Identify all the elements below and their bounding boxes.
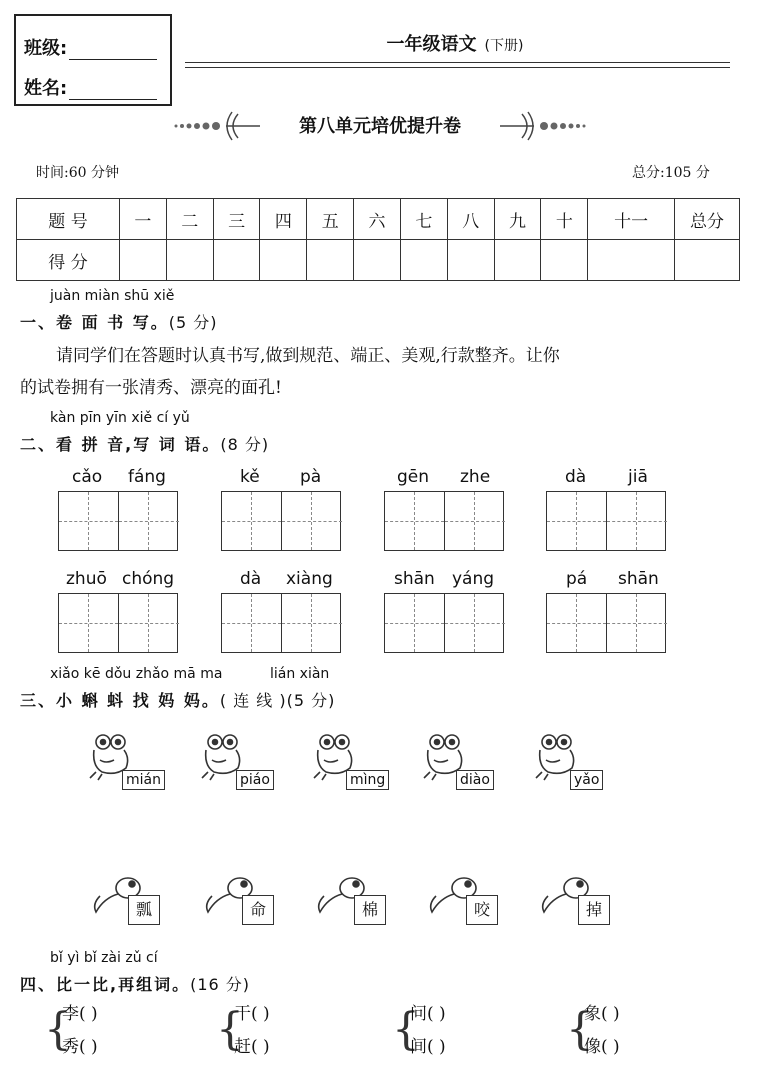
brace-icon: {	[566, 1004, 594, 1055]
tadpole-character-box[interactable]: 掉	[578, 895, 610, 925]
word-pinyin: shān	[618, 569, 659, 589]
header-rule-bottom	[185, 67, 730, 68]
score-header-cell: 四	[260, 199, 307, 240]
section2-pinyin: kàn pīn yīn xiě cí yǔ	[50, 410, 190, 426]
brace-icon: {	[44, 1004, 72, 1055]
word-pinyin: dà	[240, 569, 262, 589]
score-header-cell: 题 号	[17, 199, 120, 240]
frog-pinyin-tag[interactable]: piáo	[236, 770, 274, 790]
frog-pinyin-tag[interactable]: mìng	[346, 770, 389, 790]
score-header-cell: 三	[213, 199, 260, 240]
section1-title: 一、卷 面 书 写。(5 分)	[20, 313, 218, 332]
section4-title: 四、比一比,再组词。(16 分)	[20, 975, 251, 994]
section3-pinyin-lianxian: lián xiàn	[270, 666, 330, 682]
writing-grid[interactable]	[221, 491, 341, 551]
score-header-cell: 二	[166, 199, 213, 240]
score-header-cell: 总分	[675, 199, 740, 240]
writing-grid[interactable]	[546, 593, 666, 653]
compare-word[interactable]: 李( )	[62, 1004, 98, 1024]
score-header-cell: 一	[120, 199, 167, 240]
tadpole-character-box[interactable]: 咬	[466, 895, 498, 925]
time-limit: 时间:60 分钟	[36, 165, 119, 181]
section1-line2: 的试卷拥有一张清秀、漂亮的面孔!	[20, 378, 282, 398]
word-pinyin: kě	[240, 467, 260, 487]
writing-grid[interactable]	[221, 593, 341, 653]
class-name-box	[14, 14, 172, 106]
score-cell[interactable]	[494, 240, 541, 281]
writing-grid[interactable]	[58, 491, 178, 551]
section1-pinyin: juàn miàn shū xiě	[50, 288, 175, 304]
word-pinyin: chóng	[122, 569, 175, 589]
score-cell[interactable]	[307, 240, 354, 281]
class-field[interactable]: 班级:	[24, 34, 157, 60]
score-header-cell: 七	[400, 199, 447, 240]
word-pinyin: shān	[394, 569, 435, 589]
compare-word[interactable]: 赶( )	[234, 1037, 270, 1057]
score-cell[interactable]	[675, 240, 740, 281]
score-cell[interactable]	[260, 240, 307, 281]
word-pinyin: gēn	[397, 467, 430, 487]
score-cell[interactable]	[354, 240, 401, 281]
section1-line1: 请同学们在答题时认真书写,做到规范、端正、美观,行款整齐。让你	[56, 346, 560, 366]
tadpole-character-box[interactable]: 命	[242, 895, 274, 925]
score-cell[interactable]	[447, 240, 494, 281]
tadpole-character-box[interactable]: 棉	[354, 895, 386, 925]
score-table	[16, 198, 740, 281]
compare-word[interactable]: 象( )	[584, 1004, 620, 1024]
compare-word[interactable]: 干( )	[234, 1004, 270, 1024]
frog-pinyin-tag[interactable]: diào	[456, 770, 494, 790]
score-header-cell: 九	[494, 199, 541, 240]
section3-title: 三、小 蝌 蚪 找 妈 妈。( 连 线 )(5 分)	[20, 691, 336, 710]
compare-word[interactable]: 像( )	[584, 1037, 620, 1057]
word-pinyin: pà	[300, 467, 322, 487]
compare-word[interactable]: 秀( )	[62, 1037, 98, 1057]
score-header-cell: 六	[354, 199, 401, 240]
score-header-cell: 十	[541, 199, 588, 240]
word-pinyin: xiàng	[286, 569, 333, 589]
writing-grid[interactable]	[546, 491, 666, 551]
word-pinyin: jiā	[628, 467, 648, 487]
score-header-cell: 八	[447, 199, 494, 240]
class-blank[interactable]	[69, 41, 157, 60]
section3-pinyin: xiǎo kē dǒu zhǎo mā ma	[50, 666, 223, 682]
writing-grid[interactable]	[58, 593, 178, 653]
section2-title: 二、看 拼 音,写 词 语。(8 分)	[20, 435, 270, 454]
word-pinyin: dà	[565, 467, 587, 487]
section4-pinyin: bǐ yì bǐ zài zǔ cí	[50, 950, 158, 966]
score-cell[interactable]	[166, 240, 213, 281]
name-blank[interactable]	[69, 81, 157, 100]
score-header-row	[17, 199, 740, 240]
tadpole-character-box[interactable]: 瓢	[128, 895, 160, 925]
score-header-cell: 五	[307, 199, 354, 240]
score-entry-row	[17, 240, 740, 281]
score-row-label: 得 分	[17, 240, 120, 281]
grade-title: 一年级语文 (下册)	[386, 34, 524, 55]
brace-icon: {	[392, 1004, 420, 1055]
word-pinyin: pá	[566, 569, 588, 589]
word-pinyin: cǎo	[72, 467, 103, 487]
word-pinyin: zhe	[460, 467, 491, 487]
unit-title: 第八单元培优提升卷	[299, 116, 461, 137]
word-pinyin: yáng	[452, 569, 495, 589]
compare-word[interactable]: 问( )	[410, 1004, 446, 1024]
score-cell[interactable]	[400, 240, 447, 281]
frog-pinyin-tag[interactable]: yǎo	[570, 770, 603, 790]
writing-grid[interactable]	[384, 491, 504, 551]
word-pinyin: fáng	[128, 467, 166, 487]
name-field[interactable]: 姓名:	[24, 74, 157, 100]
frog-pinyin-tag[interactable]: mián	[122, 770, 165, 790]
compare-word[interactable]: 间( )	[410, 1037, 446, 1057]
score-header-cell: 十一	[588, 199, 675, 240]
score-cell[interactable]	[588, 240, 675, 281]
header-rule-top	[185, 62, 730, 63]
total-score: 总分:105 分	[632, 165, 710, 181]
score-cell[interactable]	[213, 240, 260, 281]
brace-icon: {	[216, 1004, 244, 1055]
writing-grid[interactable]	[384, 593, 504, 653]
word-pinyin: zhuō	[66, 569, 107, 589]
score-cell[interactable]	[541, 240, 588, 281]
score-cell[interactable]	[120, 240, 167, 281]
